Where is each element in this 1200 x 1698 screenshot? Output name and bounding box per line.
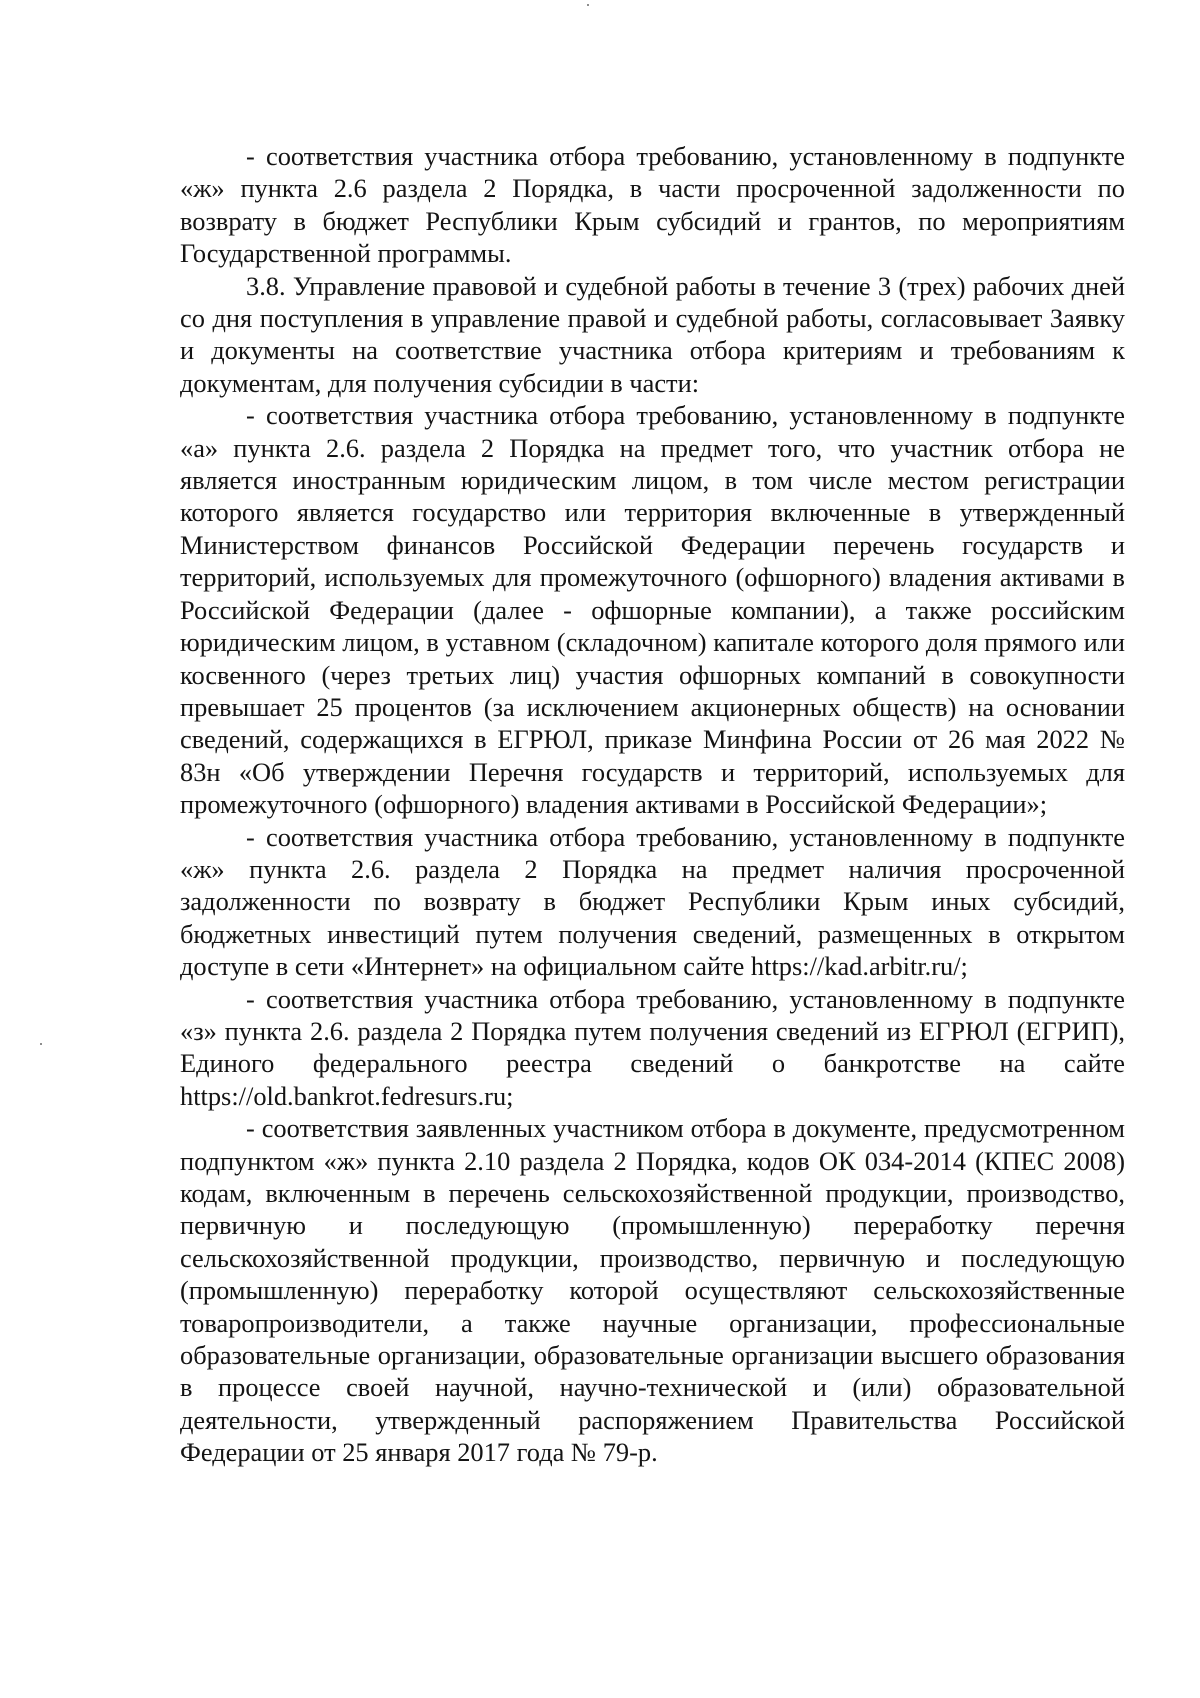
paragraph-requirement-a-offshore: - соответствия участника отбора требованию, установленному в подпункте «а» пункта 2.6. раздела 2 Порядка на предмет того, что участник отбора не является иностранным юридическим лицом, в том числе местом регистрации которого является государство или территория включенные в утвержденный Министерством финансов Российской Федерации перечень государств и территорий, используемых для промежуточного (офшорного) владения активами в Российской Федерации (далее - офшорные компании), а также российским юридическим лицом, в уставном (складочном) капитале которого доля прямого или косвенного (через третьих лиц) участия офшорных компаний в совокупности превышает 25 процентов (за исключением акционерных обществ) на основании сведений, содержащихся в ЕГРЮЛ, приказе Минфина России от 26 мая 2022 № 83н «Об утверждении Перечня государств и территорий, используемых для промежуточного (офшорного) владения активами в Российской Федерации»;	[180, 400, 1125, 820]
paragraph-okpd-codes: - соответствия заявленных участником отбора в документе, предусмотренном подпунктом «ж» пункта 2.10 раздела 2 Порядка, кодов ОК 034-2014 (КПЕС 2008) кодам, включенным в перечень сельскохозяйственной продукции, производство, первичную и последующую (промышленную) переработку перечня сельскохозяйственной продукции, производство, первичную и последующую (промышленную) переработку которой осуществляют сельскохозяйственные товаропроизводители, а также научные организации, профессиональные образовательные организации, образовательные организации высшего образования в процессе своей научной, научно-технической и (или) образовательной деятельности, утвержденный распоряжением Правительства Российской Федерации от 25 января 2017 года № 79-р.	[180, 1113, 1125, 1468]
scan-speck	[40, 1043, 42, 1045]
scan-speck	[587, 4, 589, 6]
document-body	[180, 140, 1125, 1469]
paragraph-requirement-zh-subsidies: - соответствия участника отбора требованию, установленному в подпункте «ж» пункта 2.6. раздела 2 Порядка на предмет наличия просроченной задолженности по возврату в бюджет Республики Крым иных субсидий, бюджетных инвестиций путем получения сведений, размещенных в открытом доступе в сети «Интернет» на официальном сайте https://kad.arbitr.ru/;	[180, 821, 1125, 982]
paragraph-requirement-zh-debt: - соответствия участника отбора требованию, установленному в подпункте «ж» пункта 2.6 раздела 2 Порядка, в части просроченной задолженности по возврату в бюджет Республики Крым субсидий и грантов, по мероприятиям Государственной программы.	[180, 141, 1125, 269]
paragraph-requirement-z-bankruptcy: - соответствия участника отбора требованию, установленному в подпункте «з» пункта 2.6. раздела 2 Порядка путем получения сведений из ЕГРЮЛ (ЕГРИП), Единого федерального реестра сведений о банкротстве на сайте https://old.bankrot.fedresurs.ru;	[180, 983, 1125, 1111]
paragraph-section-3-8: 3.8. Управление правовой и судебной работы в течение 3 (трех) рабочих дней со дня поступления в управление правой и судебной работы, согласовывает Заявку и документы на соответствие участника отбора критериям и требованиям к документам, для получения субсидии в части:	[180, 270, 1125, 398]
